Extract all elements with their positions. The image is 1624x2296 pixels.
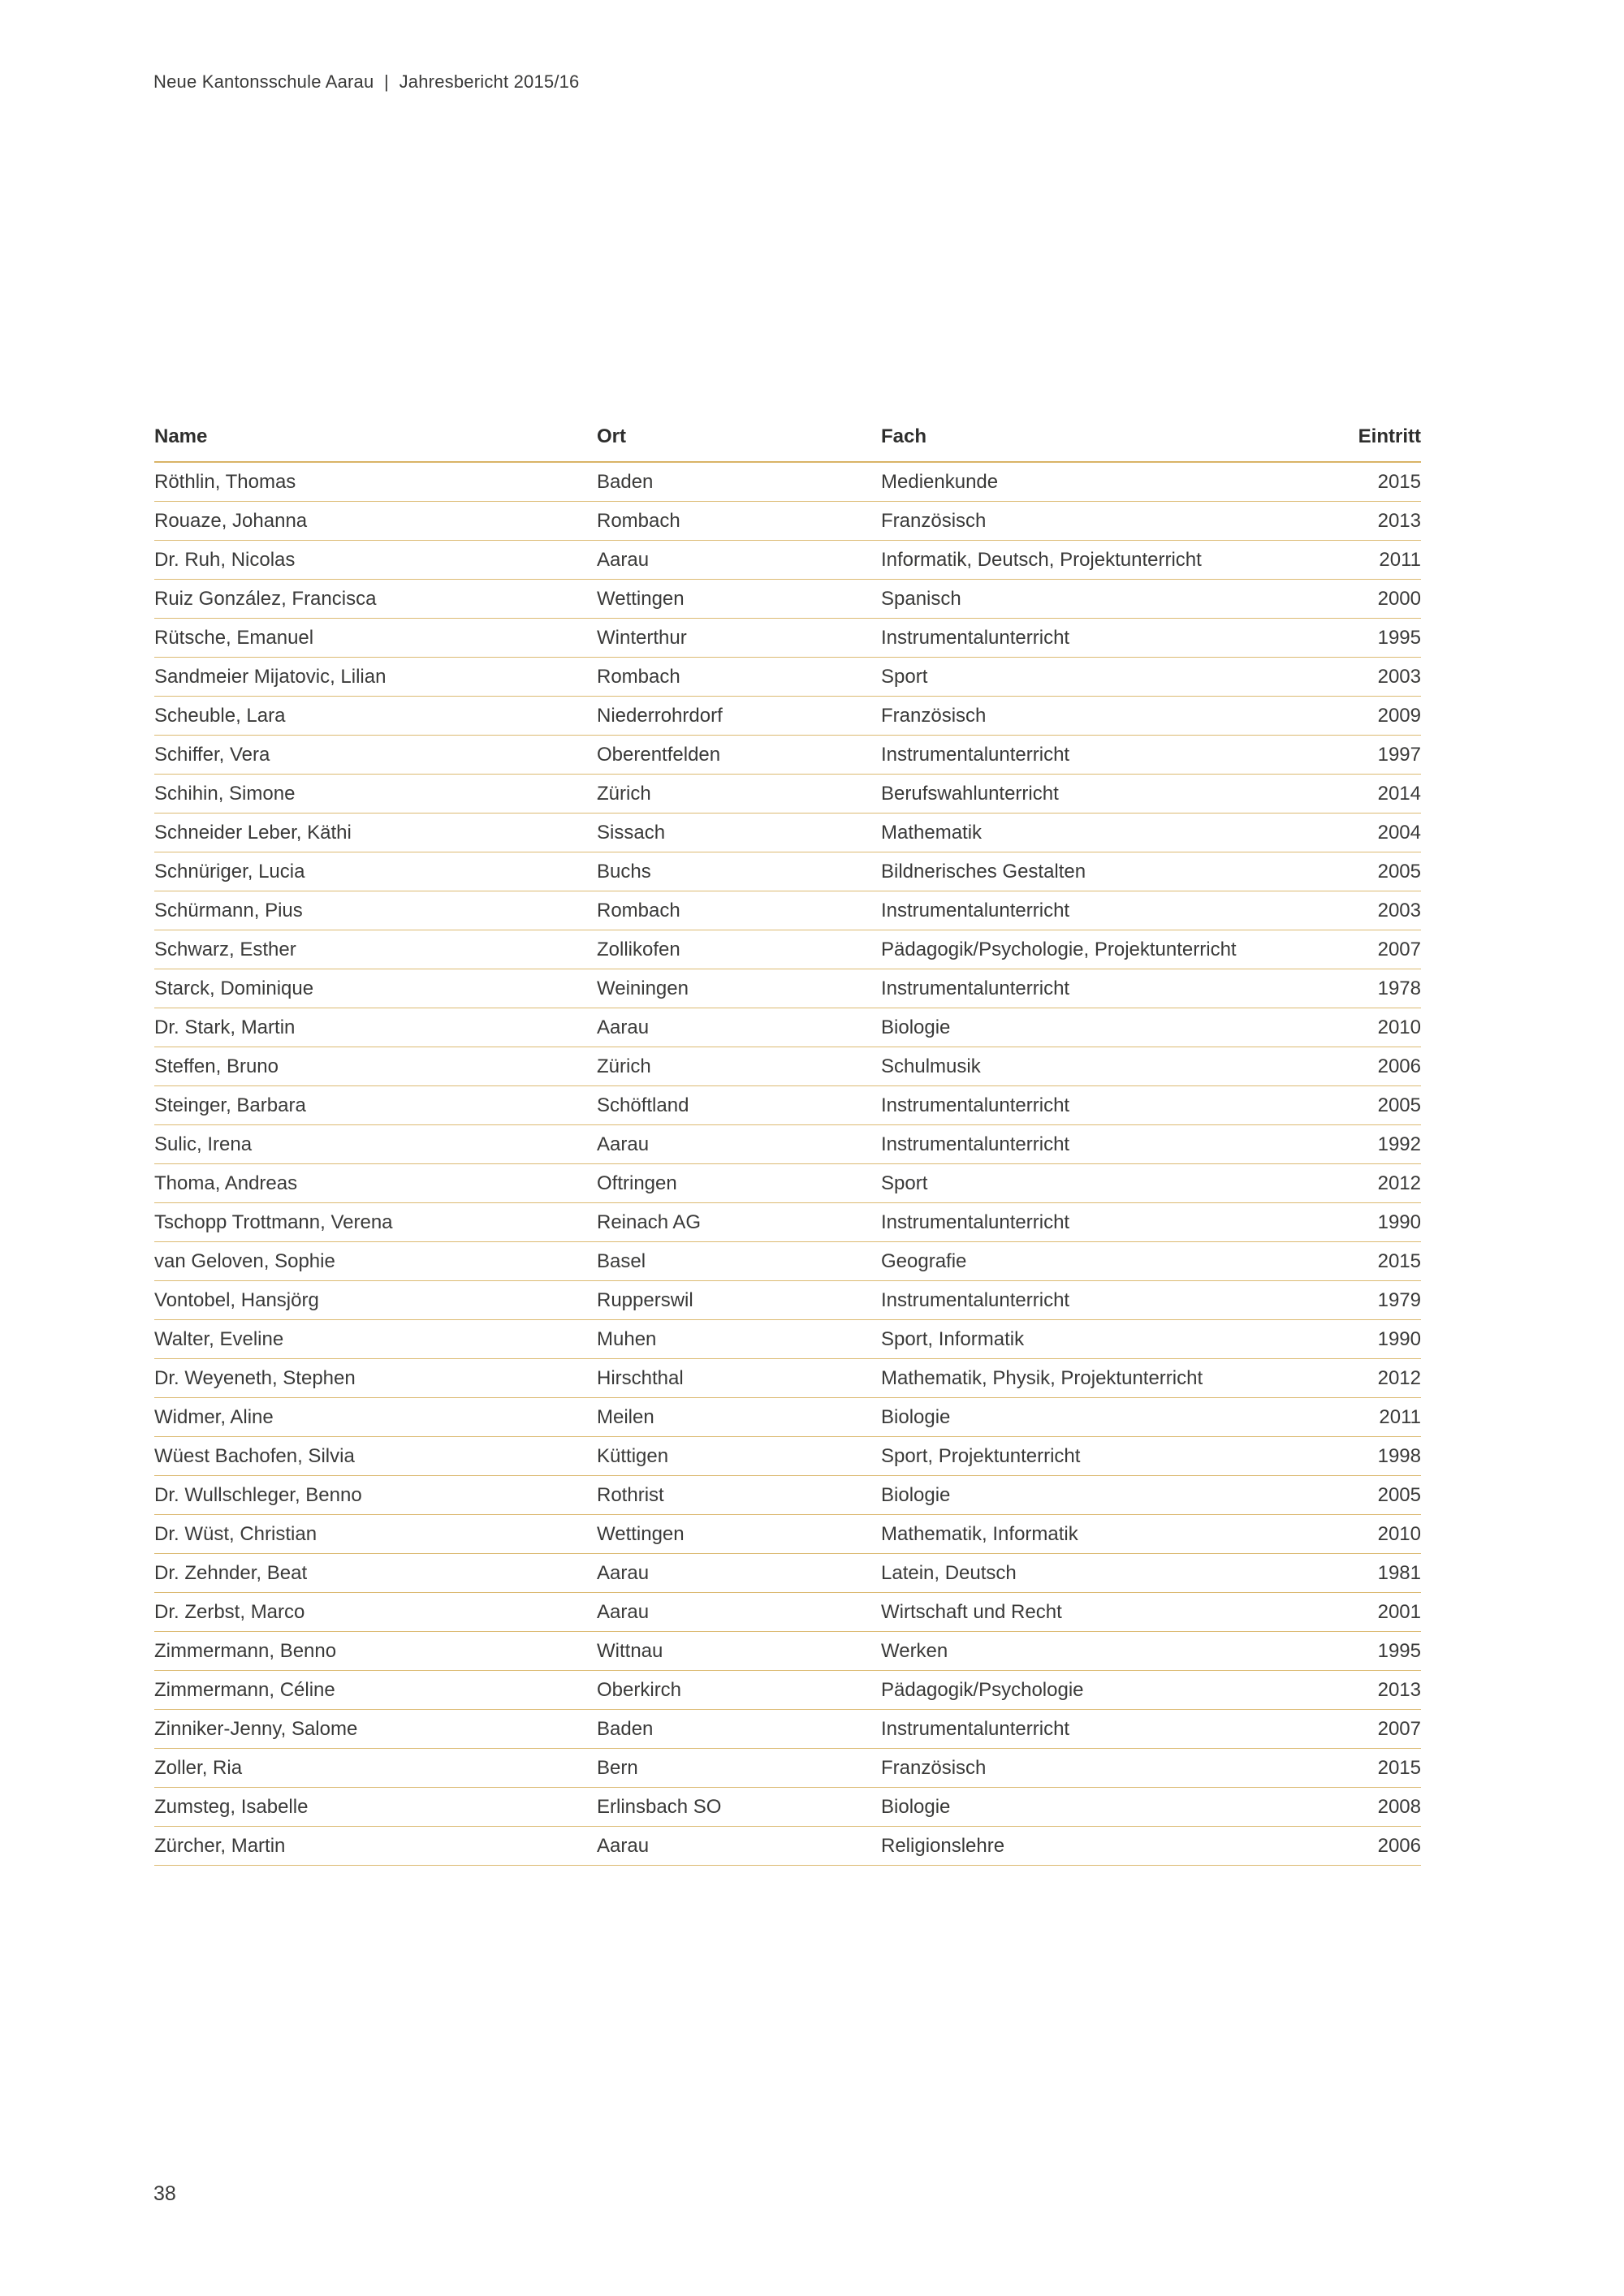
ort-cell: Niederrohrdorf xyxy=(597,697,881,736)
ort-cell: Baden xyxy=(597,462,881,502)
eintritt-cell: 2012 xyxy=(1340,1359,1421,1398)
fach-cell: Instrumentalunterricht xyxy=(881,1203,1340,1242)
ort-cell: Schöftland xyxy=(597,1086,881,1125)
eintritt-cell: 2011 xyxy=(1340,1398,1421,1437)
eintritt-cell: 2010 xyxy=(1340,1515,1421,1554)
eintritt-cell: 2005 xyxy=(1340,852,1421,891)
table-row xyxy=(154,1632,1421,1671)
ort-cell: Aarau xyxy=(597,1008,881,1047)
name-cell: Starck, Dominique xyxy=(154,969,597,1008)
fach-cell: Mathematik xyxy=(881,814,1340,852)
fach-cell: Sport, Projektunterricht xyxy=(881,1437,1340,1476)
table-row xyxy=(154,1749,1421,1788)
fach-cell: Instrumentalunterricht xyxy=(881,736,1340,775)
eintritt-cell: 1995 xyxy=(1340,1632,1421,1671)
ort-cell: Aarau xyxy=(597,1125,881,1164)
table-row xyxy=(154,1476,1421,1515)
table-row xyxy=(154,1359,1421,1398)
fach-cell: Biologie xyxy=(881,1788,1340,1827)
eintritt-cell: 2015 xyxy=(1340,462,1421,502)
name-cell: Tschopp Trottmann, Verena xyxy=(154,1203,597,1242)
ort-cell: Rupperswil xyxy=(597,1281,881,1320)
fach-cell: Biologie xyxy=(881,1398,1340,1437)
table-row xyxy=(154,891,1421,930)
table-row xyxy=(154,580,1421,619)
table-row xyxy=(154,658,1421,697)
table-row xyxy=(154,1320,1421,1359)
ort-cell: Aarau xyxy=(597,1593,881,1632)
ort-cell: Hirschthal xyxy=(597,1359,881,1398)
table-row xyxy=(154,1086,1421,1125)
table-row xyxy=(154,1242,1421,1281)
ort-cell: Wettingen xyxy=(597,1515,881,1554)
name-cell: Wüest Bachofen, Silvia xyxy=(154,1437,597,1476)
fach-cell: Sport xyxy=(881,1164,1340,1203)
table-row xyxy=(154,1710,1421,1749)
eintritt-cell: 2008 xyxy=(1340,1788,1421,1827)
ort-cell: Küttigen xyxy=(597,1437,881,1476)
ort-cell: Basel xyxy=(597,1242,881,1281)
ort-cell: Muhen xyxy=(597,1320,881,1359)
name-cell: Schneider Leber, Käthi xyxy=(154,814,597,852)
table-row xyxy=(154,1437,1421,1476)
ort-cell: Baden xyxy=(597,1710,881,1749)
fach-cell: Sport, Informatik xyxy=(881,1320,1340,1359)
fach-cell: Wirtschaft und Recht xyxy=(881,1593,1340,1632)
ort-cell: Meilen xyxy=(597,1398,881,1437)
ort-cell: Zürich xyxy=(597,1047,881,1086)
fach-cell: Französisch xyxy=(881,697,1340,736)
running-header: Neue Kantonsschule Aarau | Jahresbericht 2015/16 xyxy=(153,71,580,92)
fach-cell: Instrumentalunterricht xyxy=(881,1125,1340,1164)
name-cell: Ruiz González, Francisca xyxy=(154,580,597,619)
eintritt-cell: 2010 xyxy=(1340,1008,1421,1047)
name-cell: Widmer, Aline xyxy=(154,1398,597,1437)
fach-cell: Instrumentalunterricht xyxy=(881,1086,1340,1125)
table-row xyxy=(154,775,1421,814)
eintritt-cell: 2013 xyxy=(1340,502,1421,541)
column-header-fach: Fach xyxy=(881,425,1340,462)
fach-cell: Französisch xyxy=(881,1749,1340,1788)
fach-cell: Mathematik, Informatik xyxy=(881,1515,1340,1554)
table-row xyxy=(154,1593,1421,1632)
name-cell: Sandmeier Mijatovic, Lilian xyxy=(154,658,597,697)
name-cell: Dr. Wullschleger, Benno xyxy=(154,1476,597,1515)
fach-cell: Informatik, Deutsch, Projektunterricht xyxy=(881,541,1340,580)
table-row xyxy=(154,969,1421,1008)
fach-cell: Französisch xyxy=(881,502,1340,541)
column-header-ort: Ort xyxy=(597,425,881,462)
eintritt-cell: 2009 xyxy=(1340,697,1421,736)
eintritt-cell: 2015 xyxy=(1340,1749,1421,1788)
table-row xyxy=(154,736,1421,775)
table-row xyxy=(154,1788,1421,1827)
fach-cell: Instrumentalunterricht xyxy=(881,891,1340,930)
name-cell: Walter, Eveline xyxy=(154,1320,597,1359)
table-row xyxy=(154,1398,1421,1437)
eintritt-cell: 1979 xyxy=(1340,1281,1421,1320)
table-row xyxy=(154,1164,1421,1203)
ort-cell: Erlinsbach SO xyxy=(597,1788,881,1827)
name-cell: van Geloven, Sophie xyxy=(154,1242,597,1281)
eintritt-cell: 2005 xyxy=(1340,1476,1421,1515)
name-cell: Zimmermann, Céline xyxy=(154,1671,597,1710)
fach-cell: Biologie xyxy=(881,1476,1340,1515)
table-header xyxy=(154,425,1421,462)
name-cell: Schiffer, Vera xyxy=(154,736,597,775)
eintritt-cell: 2007 xyxy=(1340,1710,1421,1749)
fach-cell: Religionslehre xyxy=(881,1827,1340,1866)
ort-cell: Rombach xyxy=(597,891,881,930)
table-row xyxy=(154,852,1421,891)
eintritt-cell: 1998 xyxy=(1340,1437,1421,1476)
name-cell: Dr. Weyeneth, Stephen xyxy=(154,1359,597,1398)
ort-cell: Reinach AG xyxy=(597,1203,881,1242)
name-cell: Schnüriger, Lucia xyxy=(154,852,597,891)
ort-cell: Aarau xyxy=(597,1827,881,1866)
name-cell: Vontobel, Hansjörg xyxy=(154,1281,597,1320)
name-cell: Dr. Wüst, Christian xyxy=(154,1515,597,1554)
name-cell: Dr. Zerbst, Marco xyxy=(154,1593,597,1632)
eintritt-cell: 2004 xyxy=(1340,814,1421,852)
fach-cell: Schulmusik xyxy=(881,1047,1340,1086)
ort-cell: Oberkirch xyxy=(597,1671,881,1710)
fach-cell: Instrumentalunterricht xyxy=(881,619,1340,658)
fach-cell: Instrumentalunterricht xyxy=(881,1710,1340,1749)
name-cell: Dr. Ruh, Nicolas xyxy=(154,541,597,580)
fach-cell: Werken xyxy=(881,1632,1340,1671)
table-row xyxy=(154,1047,1421,1086)
fach-cell: Berufswahlunterricht xyxy=(881,775,1340,814)
fach-cell: Pädagogik/Psychologie, Projektunterricht xyxy=(881,930,1340,969)
eintritt-cell: 2014 xyxy=(1340,775,1421,814)
table-row xyxy=(154,502,1421,541)
eintritt-cell: 1990 xyxy=(1340,1203,1421,1242)
table-row xyxy=(154,1008,1421,1047)
eintritt-cell: 1990 xyxy=(1340,1320,1421,1359)
eintritt-cell: 2006 xyxy=(1340,1827,1421,1866)
name-cell: Steinger, Barbara xyxy=(154,1086,597,1125)
table-body xyxy=(154,462,1421,1866)
fach-cell: Mathematik, Physik, Projektunterricht xyxy=(881,1359,1340,1398)
ort-cell: Oftringen xyxy=(597,1164,881,1203)
eintritt-cell: 1992 xyxy=(1340,1125,1421,1164)
eintritt-cell: 2015 xyxy=(1340,1242,1421,1281)
ort-cell: Sissach xyxy=(597,814,881,852)
eintritt-cell: 2013 xyxy=(1340,1671,1421,1710)
table-row xyxy=(154,1281,1421,1320)
name-cell: Rütsche, Emanuel xyxy=(154,619,597,658)
fach-cell: Biologie xyxy=(881,1008,1340,1047)
page-number: 38 xyxy=(153,2182,176,2205)
ort-cell: Oberentfelden xyxy=(597,736,881,775)
ort-cell: Weiningen xyxy=(597,969,881,1008)
eintritt-cell: 2007 xyxy=(1340,930,1421,969)
eintritt-cell: 2000 xyxy=(1340,580,1421,619)
ort-cell: Bern xyxy=(597,1749,881,1788)
name-cell: Schürmann, Pius xyxy=(154,891,597,930)
ort-cell: Rombach xyxy=(597,502,881,541)
table-row xyxy=(154,541,1421,580)
eintritt-cell: 2012 xyxy=(1340,1164,1421,1203)
ort-cell: Rombach xyxy=(597,658,881,697)
ort-cell: Aarau xyxy=(597,1554,881,1593)
eintritt-cell: 1981 xyxy=(1340,1554,1421,1593)
fach-cell: Bildnerisches Gestalten xyxy=(881,852,1340,891)
ort-cell: Wittnau xyxy=(597,1632,881,1671)
name-cell: Steffen, Bruno xyxy=(154,1047,597,1086)
eintritt-cell: 2003 xyxy=(1340,891,1421,930)
fach-cell: Sport xyxy=(881,658,1340,697)
name-cell: Schwarz, Esther xyxy=(154,930,597,969)
eintritt-cell: 2005 xyxy=(1340,1086,1421,1125)
table-row xyxy=(154,619,1421,658)
eintritt-cell: 1995 xyxy=(1340,619,1421,658)
column-header-name: Name xyxy=(154,425,597,462)
name-cell: Dr. Zehnder, Beat xyxy=(154,1554,597,1593)
fach-cell: Instrumentalunterricht xyxy=(881,969,1340,1008)
fach-cell: Spanisch xyxy=(881,580,1340,619)
name-cell: Schihin, Simone xyxy=(154,775,597,814)
eintritt-cell: 2011 xyxy=(1340,541,1421,580)
table-row xyxy=(154,697,1421,736)
ort-cell: Wettingen xyxy=(597,580,881,619)
name-cell: Zoller, Ria xyxy=(154,1749,597,1788)
eintritt-cell: 2003 xyxy=(1340,658,1421,697)
table-header-row xyxy=(154,425,1421,462)
name-cell: Sulic, Irena xyxy=(154,1125,597,1164)
fach-cell: Pädagogik/Psychologie xyxy=(881,1671,1340,1710)
fach-cell: Latein, Deutsch xyxy=(881,1554,1340,1593)
table-row xyxy=(154,930,1421,969)
table-row xyxy=(154,814,1421,852)
name-cell: Zinniker-Jenny, Salome xyxy=(154,1710,597,1749)
table-row xyxy=(154,462,1421,502)
fach-cell: Medienkunde xyxy=(881,462,1340,502)
name-cell: Zimmermann, Benno xyxy=(154,1632,597,1671)
name-cell: Zürcher, Martin xyxy=(154,1827,597,1866)
eintritt-cell: 2006 xyxy=(1340,1047,1421,1086)
table-row xyxy=(154,1203,1421,1242)
ort-cell: Zollikofen xyxy=(597,930,881,969)
table-row xyxy=(154,1125,1421,1164)
name-cell: Zumsteg, Isabelle xyxy=(154,1788,597,1827)
ort-cell: Zürich xyxy=(597,775,881,814)
table-row xyxy=(154,1827,1421,1866)
name-cell: Rouaze, Johanna xyxy=(154,502,597,541)
name-cell: Thoma, Andreas xyxy=(154,1164,597,1203)
ort-cell: Aarau xyxy=(597,541,881,580)
staff-table xyxy=(154,425,1421,1866)
name-cell: Scheuble, Lara xyxy=(154,697,597,736)
fach-cell: Geografie xyxy=(881,1242,1340,1281)
table-row xyxy=(154,1515,1421,1554)
eintritt-cell: 2001 xyxy=(1340,1593,1421,1632)
name-cell: Röthlin, Thomas xyxy=(154,462,597,502)
eintritt-cell: 1978 xyxy=(1340,969,1421,1008)
fach-cell: Instrumentalunterricht xyxy=(881,1281,1340,1320)
column-header-eintritt: Eintritt xyxy=(1340,425,1421,462)
name-cell: Dr. Stark, Martin xyxy=(154,1008,597,1047)
ort-cell: Winterthur xyxy=(597,619,881,658)
ort-cell: Buchs xyxy=(597,852,881,891)
table-row xyxy=(154,1671,1421,1710)
eintritt-cell: 1997 xyxy=(1340,736,1421,775)
ort-cell: Rothrist xyxy=(597,1476,881,1515)
table-row xyxy=(154,1554,1421,1593)
